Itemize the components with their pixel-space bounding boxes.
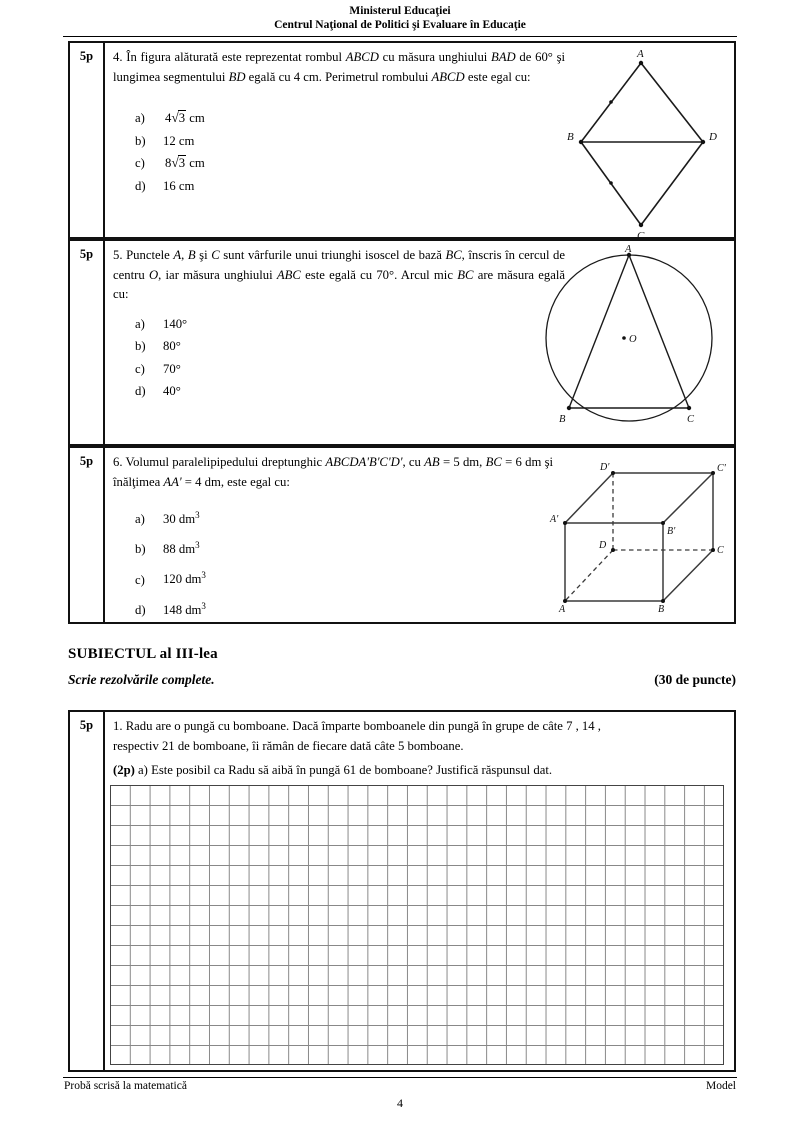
footer	[64, 1080, 736, 1092]
q6-option-d-exp: 3	[201, 600, 206, 611]
q5-italic-BC: BC	[445, 248, 462, 262]
q6-option-c-label: c)	[135, 572, 145, 587]
q6-option-d-label: d)	[135, 602, 146, 617]
cuboid-label-A: A	[559, 604, 566, 614]
header-divider	[63, 36, 737, 37]
q4-option-a-value: 4√3	[165, 110, 186, 125]
circle-label-B: B	[559, 414, 566, 425]
q6-option-b-label: b)	[135, 542, 146, 557]
problem-1-line1	[113, 717, 725, 737]
points-cell-p1: 5p	[70, 712, 105, 1070]
question-table-6	[68, 446, 736, 624]
q5-option-d-label: d)	[135, 384, 146, 398]
q5-text-e: este	[305, 267, 325, 282]
q4-text-g: este egal cu:	[467, 69, 531, 84]
cuboid-label-B: B	[658, 604, 665, 614]
q6-option-a-value: 30 dm	[163, 512, 196, 527]
page-number: 4	[397, 1096, 403, 1110]
q4-opt-c-coef: 8	[165, 156, 172, 170]
rhombus-label-C: C	[637, 230, 645, 240]
q6-text-a: Volumul paralelipipedului dreptunghic	[125, 455, 323, 469]
answer-grid[interactable]	[110, 785, 724, 1065]
q5-text-c: , înscris în cercul de centru	[113, 248, 566, 282]
q5-sep1: ,	[181, 248, 185, 262]
q5-text-a: Punctele	[126, 248, 170, 262]
question-5-text	[113, 246, 565, 305]
q5-italic-O: O	[148, 267, 159, 282]
cuboid-label-A-prime: A'	[550, 514, 559, 525]
question-body-4	[105, 43, 734, 240]
q5-number: 5.	[113, 248, 123, 262]
q5-text-g: are măsura egală cu:	[113, 267, 566, 301]
q6-italic-solid: ABCDA'B'C'D'	[325, 455, 403, 469]
section-heading	[68, 646, 736, 688]
q4-opt-a-radicand: 3	[178, 111, 186, 125]
question-row-4	[70, 41, 734, 239]
q4-text-e: egală cu 4 cm.	[248, 69, 322, 84]
q5-sep2: şi	[199, 248, 208, 262]
q4-opt-a-coef: 4	[165, 111, 172, 125]
question-table-5	[68, 239, 736, 446]
q6-option-a-label: a)	[135, 512, 145, 527]
section-subtitle-row	[68, 672, 736, 688]
q5-option-c-label: c)	[135, 361, 145, 376]
q4-opt-c-radicand: 3	[178, 156, 186, 170]
q6-italic-AB: AB	[424, 455, 440, 469]
q5-text-b: sunt vârfurile unui triunghi isoscel de bază	[223, 248, 442, 262]
q4-italic-abcd2: ABCD	[431, 69, 465, 84]
p1-sub-label: a)	[138, 763, 148, 777]
circle-label-C: C	[687, 414, 695, 425]
q5-italic-C: C	[211, 248, 220, 262]
question-row-5	[70, 239, 734, 446]
p1-sub-text: Este posibil ca Radu să aibă în pungă 61 de bomboane? Justifică răspunsul dat.	[151, 763, 553, 777]
question-body-6	[105, 448, 734, 622]
rhombus-label-A: A	[637, 48, 644, 60]
question-6-text	[113, 453, 553, 492]
q4-option-b-value: 12 cm	[163, 133, 195, 148]
header-ministry: Ministerul Educaţiei	[349, 5, 451, 17]
circle-triangle-figure	[541, 245, 731, 431]
footer-subject: Probă scrisă la matematică	[64, 1080, 187, 1092]
points-cell-4: 5p	[70, 43, 105, 237]
q4-text-b: cu măsura	[382, 50, 435, 64]
q5-option-d-value: 40°	[163, 384, 181, 398]
cuboid-label-B-prime: B'	[667, 526, 676, 537]
q4-option-a-label: a)	[135, 111, 145, 125]
problem-1-line2: respectiv 21 de bomboane, îi rămân de fiecare dată câte 5 bomboane.	[113, 738, 464, 753]
q6-option-d-value: 148 dm	[163, 602, 202, 617]
section-points: (30 de puncte)	[654, 672, 736, 687]
cuboid-label-D-prime: D'	[600, 462, 610, 473]
points-cell-6: 5p	[70, 448, 105, 622]
q4-text-f: Perimetrul rombului	[325, 69, 429, 84]
question-row-6	[70, 446, 734, 624]
q6-italic-BC: BC	[485, 455, 502, 469]
rhombus-label-B: B	[567, 131, 574, 143]
q6-text-c: = 5 dm,	[442, 455, 483, 469]
problem-1-subquestion	[113, 761, 725, 781]
q4-number: 4.	[113, 50, 123, 64]
q4-italic-bd: BD	[228, 69, 246, 84]
q5-option-b-label: b)	[135, 339, 146, 353]
q4-italic-abcd: ABCD	[345, 50, 379, 64]
circle-label-O: O	[629, 334, 637, 345]
q4-text-a: În figura alăturată este reprezentat rombul	[126, 50, 343, 64]
q4-italic-bad: BAD	[491, 50, 516, 64]
question-table-4	[68, 41, 736, 239]
q4-opt-a-unit: cm	[189, 111, 205, 125]
q5-text-f: egală cu 70°. Arcul mic	[329, 267, 453, 282]
q6-number: 6.	[113, 455, 123, 469]
q6-option-c-exp: 3	[201, 570, 206, 581]
cuboid-label-C: C	[717, 545, 724, 556]
p1-text-line1: Radu are o pungă cu bomboane. Dacă împarte bomboanele din pungă în grupe de câte 7 , 14 ,	[125, 719, 601, 733]
rhombus-figure	[567, 45, 727, 240]
cuboid-figure	[545, 454, 735, 614]
q5-italic-ABC: ABC	[276, 267, 301, 282]
q6-option-b-value: 88 dm	[163, 542, 196, 557]
q5-option-a-value: 140°	[163, 316, 188, 331]
q6-option-b-exp: 3	[195, 540, 200, 551]
q4-text-c: unghiului	[438, 50, 488, 64]
q4-option-d-value: 16 cm	[163, 178, 195, 193]
document-header	[0, 4, 800, 32]
circle-label-A: A	[625, 245, 632, 255]
q5-option-b-value: 80°	[163, 339, 181, 353]
q4-opt-c-unit: cm	[189, 156, 205, 170]
q5-italic-B: B	[187, 248, 196, 262]
q4-text-d: de 60° şi lungimea segmentului	[113, 50, 566, 84]
q6-text-d: = 6 dm şi înălţimea	[113, 455, 554, 489]
q6-text-b: , cu	[402, 455, 421, 469]
header-center: Centrul Naţional de Politici şi Evaluare în Educaţie	[274, 19, 526, 31]
q5-option-a-label: a)	[135, 316, 145, 331]
points-cell-5: 5p	[70, 241, 105, 444]
q5-italic-BC2: BC	[457, 267, 474, 282]
q5-italic-A: A	[173, 248, 182, 262]
q4-option-b-label: b)	[135, 133, 146, 148]
q5-text-d: , iar măsura unghiului	[158, 267, 273, 282]
cuboid-label-D: D	[599, 540, 607, 551]
q4-option-d-label: d)	[135, 178, 146, 193]
q4-option-c-value: 8√3	[165, 155, 186, 170]
p1-number: 1.	[113, 719, 123, 733]
cuboid-label-C-prime: C'	[717, 463, 726, 474]
section-title: SUBIECTUL al III-lea	[68, 646, 218, 662]
q6-italic-AA: AA'	[163, 474, 182, 489]
q6-option-a-exp: 3	[195, 510, 200, 520]
section-subtitle: Scrie rezolvările complete.	[68, 672, 215, 687]
p1-sub-points: (2p)	[113, 763, 135, 777]
q5-option-c-value: 70°	[163, 361, 181, 376]
q6-text-e: = 4 dm, este egal cu:	[184, 474, 290, 489]
question-body-5	[105, 241, 734, 444]
footer-model: Model	[705, 1080, 736, 1092]
q4-option-c-label: c)	[135, 156, 145, 170]
q6-option-c-value: 120 dm	[163, 572, 202, 587]
question-4-text	[113, 48, 565, 87]
rhombus-label-D: D	[709, 131, 717, 143]
footer-divider	[63, 1077, 737, 1078]
